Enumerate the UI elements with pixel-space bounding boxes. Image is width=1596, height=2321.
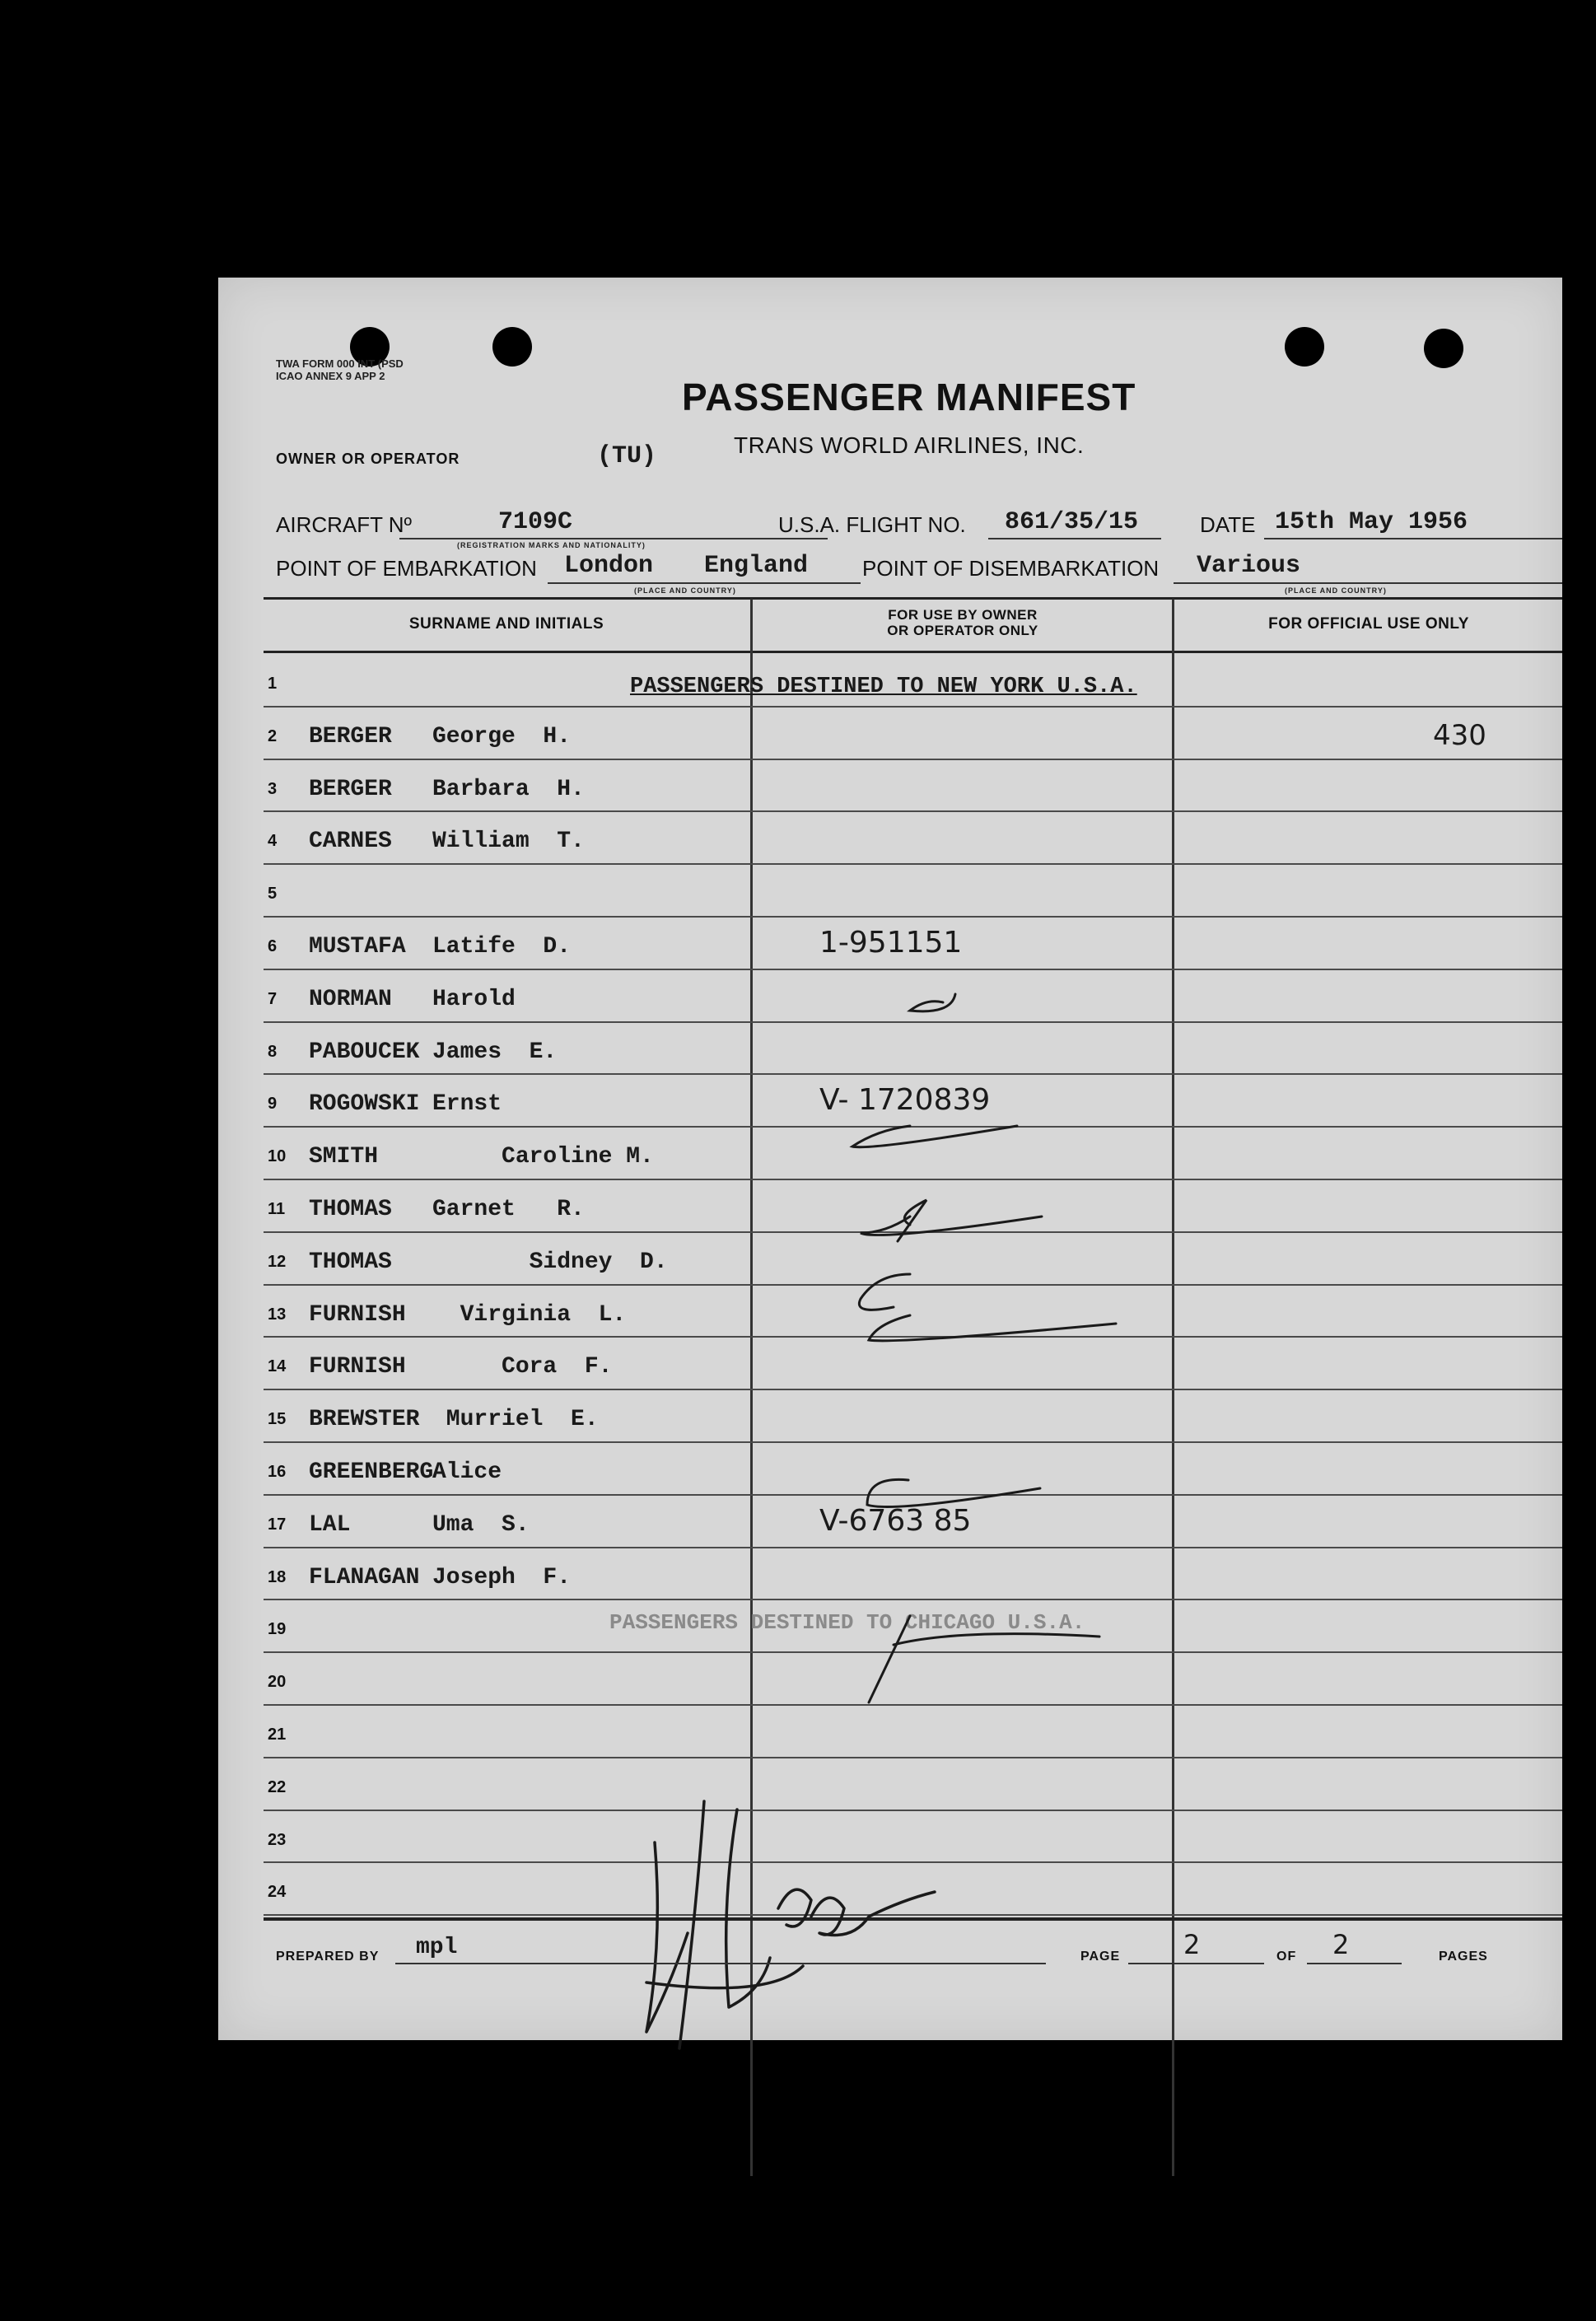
date-label: DATE xyxy=(1200,512,1256,537)
place-caption-right: (PLACE AND COUNTRY) xyxy=(1285,586,1387,595)
embark-country: England xyxy=(704,552,809,580)
form-id: TWA FORM 000 INT (PSD ICAO ANNEX 9 APP 2 xyxy=(276,357,404,382)
passenger-surname: GREENBERG xyxy=(309,1459,434,1485)
passenger-surname: FLANAGAN xyxy=(309,1565,420,1590)
passenger-given-names: Harold xyxy=(432,987,516,1012)
banner-new-york: PASSENGERS DESTINED TO NEW YORK U.S.A. xyxy=(630,675,1137,699)
signature-scribble xyxy=(622,1793,1001,2057)
row-number: 10 xyxy=(268,1147,287,1165)
owner-note: 1-951151 xyxy=(819,926,963,960)
flight-value: 861/35/15 xyxy=(1005,508,1139,536)
passenger-given-names: Cora F. xyxy=(432,1354,613,1380)
passenger-surname: THOMAS xyxy=(309,1249,392,1275)
passenger-given-names: Ernst xyxy=(432,1091,502,1117)
passenger-surname: FURNISH xyxy=(309,1302,406,1328)
row-number: 5 xyxy=(268,885,278,903)
row-rule xyxy=(264,706,1562,708)
embark-underline xyxy=(548,582,861,584)
row-number: 7 xyxy=(268,990,278,1008)
passenger-surname: FURNISH xyxy=(309,1354,406,1380)
row-number: 19 xyxy=(268,1620,287,1638)
col-header-surname: SURNAME AND INITIALS xyxy=(408,615,604,633)
row-number: 12 xyxy=(268,1253,287,1271)
passenger-given-names: William T. xyxy=(432,829,585,854)
passenger-given-names: Uma S. xyxy=(432,1512,530,1538)
passenger-given-names: Barbara H. xyxy=(432,777,585,802)
punch-hole xyxy=(1285,327,1324,367)
passenger-given-names: Alice xyxy=(432,1459,502,1485)
row-number: 17 xyxy=(268,1515,287,1534)
owner-note: V-6763 85 xyxy=(819,1504,972,1538)
row-number: 6 xyxy=(268,937,278,955)
banner-chicago: PASSENGERS DESTINED TO CHICAGO U.S.A. xyxy=(609,1610,1085,1635)
row-number: 18 xyxy=(268,1568,287,1586)
page-underline xyxy=(1128,1963,1264,1964)
flight-label: U.S.A. FLIGHT NO. xyxy=(778,512,966,537)
registration-caption: (REGISTRATION MARKS AND NATIONALITY) xyxy=(457,541,646,549)
disembark-label: POINT OF DISEMBARKATION xyxy=(862,556,1160,581)
passenger-surname: LAL xyxy=(309,1512,351,1538)
row-number: 20 xyxy=(268,1673,287,1691)
embark-label: POINT OF EMBARKATION xyxy=(276,556,537,581)
passenger-given-names: Sidney D. xyxy=(432,1249,668,1275)
of-label: OF xyxy=(1276,1950,1297,1964)
row-number: 1 xyxy=(268,675,278,693)
row-number: 15 xyxy=(268,1410,287,1428)
prepared-value: mpl xyxy=(416,1935,458,1960)
row-number: 24 xyxy=(268,1883,287,1901)
col-header-official: FOR OFFICIAL USE ONLY xyxy=(1268,615,1469,633)
row-number: 21 xyxy=(268,1726,287,1744)
col-header-owner: FOR USE BY OWNER OR OPERATOR ONLY xyxy=(887,607,1038,638)
row-number: 14 xyxy=(268,1357,287,1375)
row-number: 9 xyxy=(268,1095,278,1113)
table-top-rule xyxy=(264,597,1562,600)
passenger-surname: BREWSTER xyxy=(309,1407,420,1432)
manifest-sheet xyxy=(218,278,1562,2040)
passenger-given-names: George H. xyxy=(432,724,572,750)
aircraft-label: AIRCRAFT Nº xyxy=(276,512,413,537)
row-number: 4 xyxy=(268,832,278,850)
prepared-label: PREPARED BY xyxy=(276,1950,380,1964)
row-number: 16 xyxy=(268,1463,287,1481)
pages-label: PAGES xyxy=(1439,1950,1488,1964)
aircraft-underline xyxy=(399,538,828,539)
row-number: 23 xyxy=(268,1831,287,1849)
passenger-surname: MUSTAFA xyxy=(309,934,406,960)
passenger-given-names: James E. xyxy=(432,1039,558,1065)
passenger-surname: NORMAN xyxy=(309,987,392,1012)
passenger-surname: CARNES xyxy=(309,829,392,854)
handwritten-checkmarks xyxy=(663,714,1256,1875)
page-title: PASSENGER MANIFEST xyxy=(682,376,1136,418)
page-value: 2 xyxy=(1183,1929,1201,1960)
passenger-given-names: Latife D. xyxy=(432,934,572,960)
disembark-underline xyxy=(1174,582,1562,584)
passenger-surname: BERGER xyxy=(309,777,392,802)
row-number: 13 xyxy=(268,1305,287,1324)
owner-note: V- 1720839 xyxy=(819,1083,991,1117)
aircraft-value: 7109C xyxy=(498,508,573,536)
passenger-surname: BERGER xyxy=(309,724,392,750)
disembark-value: Various xyxy=(1197,552,1301,580)
row-number: 11 xyxy=(268,1200,286,1218)
passenger-surname: ROGOWSKI xyxy=(309,1091,420,1117)
embark-city: London xyxy=(564,552,654,580)
passenger-given-names: Garnet R. xyxy=(432,1197,585,1222)
owner-value: (TU) xyxy=(597,442,657,470)
airline-name: TRANS WORLD AIRLINES, INC. xyxy=(734,432,1085,458)
date-underline xyxy=(1264,538,1562,539)
row-number: 2 xyxy=(268,727,278,745)
of-underline xyxy=(1307,1963,1402,1964)
passenger-surname: SMITH xyxy=(309,1144,379,1170)
table-header-rule xyxy=(264,651,1562,653)
date-value: 15th May 1956 xyxy=(1275,508,1468,536)
passenger-surname: PABOUCEK xyxy=(309,1039,420,1065)
page-label: PAGE xyxy=(1080,1950,1121,1964)
punch-hole xyxy=(492,327,532,367)
punch-hole xyxy=(1424,329,1463,368)
official-note: 430 xyxy=(1433,719,1486,752)
passenger-surname: THOMAS xyxy=(309,1197,392,1222)
owner-label: OWNER OR OPERATOR xyxy=(276,451,460,467)
passenger-given-names: Joseph F. xyxy=(432,1565,572,1590)
passenger-given-names: Virginia L. xyxy=(432,1302,627,1328)
prepared-underline xyxy=(395,1963,1046,1964)
of-value: 2 xyxy=(1332,1929,1350,1960)
flight-underline xyxy=(988,538,1161,539)
passenger-given-names: Caroline M. xyxy=(432,1144,654,1170)
row-number: 22 xyxy=(268,1778,287,1796)
row-number: 8 xyxy=(268,1043,278,1061)
place-caption-left: (PLACE AND COUNTRY) xyxy=(634,586,736,595)
passenger-given-names: Murriel E. xyxy=(432,1407,599,1432)
row-number: 3 xyxy=(268,780,278,798)
